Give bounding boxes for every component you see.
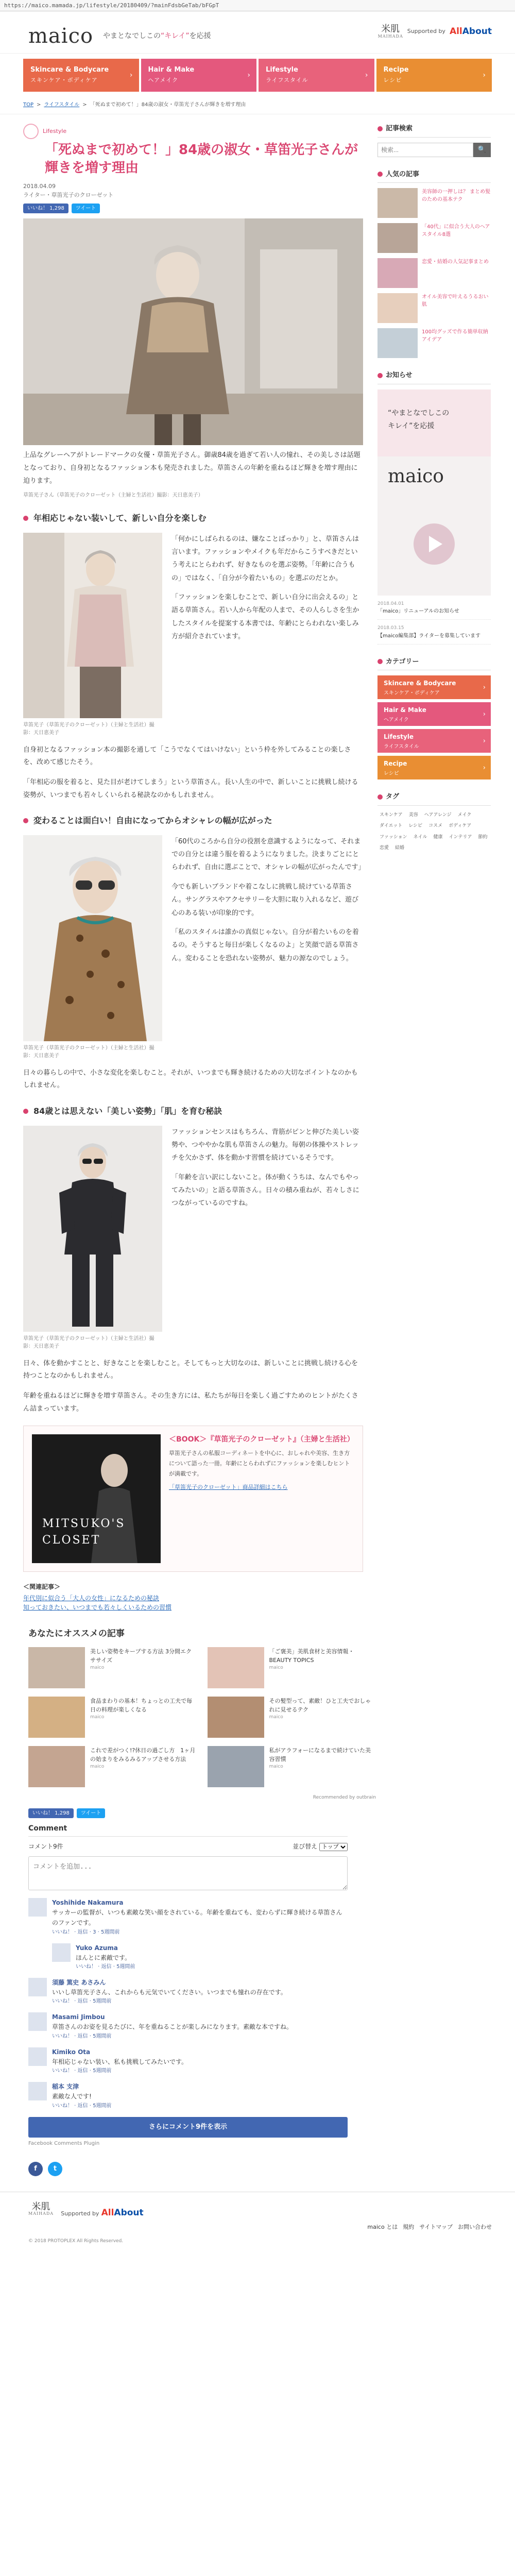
heading-bullet-icon (377, 126, 383, 131)
portrait-image (23, 218, 363, 445)
category-label-en: Skincare & Bodycare (384, 680, 456, 687)
allabout-a: All (449, 26, 462, 37)
comment-body (52, 2047, 187, 2075)
comments-section (0, 1801, 376, 2147)
comment-item (28, 2012, 348, 2040)
footer-link[interactable]: maico とは (367, 2223, 398, 2230)
category-button[interactable] (377, 702, 491, 726)
tag-link[interactable]: 美容 (408, 812, 418, 818)
ranking-item[interactable] (377, 328, 491, 358)
promo-line1: “やまとなでしこの (388, 409, 450, 417)
tweet-button[interactable]: ツイート (72, 204, 100, 213)
recommend-title: あなたにオススメの記事 (28, 1629, 125, 1639)
facebook-like-button[interactable]: いいね！ 1,298 (28, 1808, 74, 1818)
category-box (377, 657, 491, 780)
recommend-thumbnail (28, 1647, 85, 1688)
portrait-image (23, 1126, 162, 1332)
site-tagline (103, 31, 211, 42)
category-label-en: Hair & Make (384, 706, 426, 714)
tag-link[interactable]: ダイエット (380, 823, 403, 828)
chevron-right-icon: › (483, 764, 486, 772)
promo-line2: キレイ”を応援 (388, 421, 435, 430)
ranking-thumbnail (377, 328, 418, 358)
comments-header (28, 1842, 348, 1851)
recommend-body (269, 1647, 376, 1688)
tag-link[interactable]: 結婚 (395, 845, 405, 851)
recommend-source: maico (90, 1714, 105, 1720)
intro-text: 上品なグレーヘアがトレードマークの女優・草笛光子さん。御歳84歳を過ぎて若い人の憧れ、その美しさは話題となっており、自身初となるファッション本も発売されました。草笛さんの年齢を重ねるほど輝きを増す理由に迫ります。 (23, 451, 360, 485)
chevron-right-icon: › (483, 710, 486, 718)
comment-author[interactable]: Masami Jimbou (52, 2013, 105, 2021)
search-form (377, 143, 491, 157)
nav-hair-make[interactable] (141, 59, 257, 92)
section-2-paragraph: 今でも新しいブランドや着こなしに挑戦し続けている草笛さん。サングラスやアクセサリーを大胆に取り入れるなど、遊び心のある装いが印象的です。 (171, 883, 359, 917)
recommend-body (90, 1647, 197, 1688)
portrait-image (23, 835, 162, 1041)
global-nav (0, 54, 515, 99)
heading-bullet-icon (377, 373, 383, 378)
ranking-text: オイル美容で叶えるうるおい肌 (422, 294, 489, 308)
chevron-right-icon: › (483, 684, 486, 691)
news-heading (377, 370, 491, 384)
outbrain-credit[interactable]: Recommended by outbrain (313, 1794, 376, 1800)
recommend-thumbnail (208, 1746, 264, 1787)
ranking-thumbnail (377, 188, 418, 218)
recommend-body (90, 1697, 197, 1738)
sort-select[interactable] (319, 1843, 348, 1851)
facebook-like-button[interactable]: いいね！ 1,298 (23, 204, 68, 213)
nav-label-jp: ライフスタイル (266, 76, 308, 83)
tagline-accent: “キレイ” (161, 32, 190, 40)
avatar[interactable] (28, 2012, 47, 2031)
news-item[interactable] (377, 601, 491, 620)
avatar[interactable] (28, 2047, 47, 2066)
tag-link[interactable]: ネイル (413, 834, 427, 840)
section-2-paragraph: 「私のスタイルは誰かの真似じゃない。自分が着たいものを着るの。そうすると毎日が楽しくなるのよ」と笑顔で語る草笛さん。変わることを恐れない姿勢が、魅力の源なのでしょう。 (171, 928, 359, 962)
recommend-item[interactable] (28, 1746, 197, 1787)
nav-recipe[interactable] (376, 59, 492, 92)
comment-body (76, 1943, 135, 1971)
footer-maihada-logo[interactable] (28, 2202, 54, 2216)
book-description: 草笛光子さんの私服コーディネートを中心に、おしゃれや美容、生き方について語った一冊。年齢にとらわれずにファッションを楽しむヒントが満載です。 (169, 1450, 350, 1477)
recommend-source: maico (269, 1665, 283, 1670)
recommend-item[interactable] (208, 1697, 376, 1738)
copyright: © 2018 PROTOPLEX All Rights Reserved. (28, 2239, 124, 2244)
promo-image (377, 389, 491, 596)
comment-body (52, 2012, 293, 2040)
heading-bullet-icon (377, 172, 383, 177)
section-3-paragraph: ファッションセンスはもちろん、背筋がピンと伸びた美しい姿勢や、つややかな肌も草笛さんの魅力。毎朝の体操やストレッチを欠かさず、体を動かす習慣を続けているそうです。 (171, 1128, 359, 1162)
comment-author[interactable]: Kimiko Ota (52, 2048, 91, 2056)
ranking-list (377, 188, 491, 358)
share-row-top (23, 204, 363, 213)
ranking-box (377, 170, 491, 359)
recommend-text: 「ご褒美」美肌食材と美容情報・BEAUTY TOPICS (269, 1648, 354, 1664)
comment-text: ほんとに素敵です。 (76, 1954, 131, 1961)
nav-skincare[interactable] (23, 59, 139, 92)
section-heading-1 (23, 513, 363, 524)
tag-link[interactable]: ヘアアレンジ (424, 812, 452, 818)
section-2-caption: 草笛光子（草笛光子のクローゼット）（主婦と生活社）撮影：天日恵美子 (23, 1045, 154, 1059)
heading-bullet-icon (377, 794, 383, 800)
main-photo (23, 218, 363, 445)
news-title: お知らせ (386, 371, 413, 379)
tag-link[interactable]: メイク (457, 812, 472, 818)
tweet-button[interactable]: ツイート (77, 1808, 106, 1818)
related-articles (23, 1582, 363, 1612)
section-heading-2 (23, 815, 363, 826)
book-cover[interactable] (32, 1434, 161, 1563)
comment-body (52, 1898, 348, 1936)
maihada-logo[interactable] (378, 25, 403, 39)
book-cover-image (32, 1434, 161, 1563)
section-1-paragraph: 「何かにしばられるのは、嫌なことばっかり」と、草笛さんは言います。ファッションやメイクも年だからこうすべきだという考えにとらわれず、好きなものを選ぶ姿勢。「年齢に合うもの」ではなく、「自分が今着たいもの」を選ぶのだとか。 (171, 535, 359, 582)
search-icon[interactable]: 🔍 (473, 143, 491, 157)
avatar[interactable] (28, 2082, 47, 2100)
recommend-text: 食品まわりの基本！ちょっとの工夫で毎日の料理が楽しくなる (90, 1697, 192, 1713)
recommend-grid (28, 1647, 376, 1787)
comment-body (52, 2082, 111, 2109)
ranking-thumbnail (377, 223, 418, 253)
main-photo-credit: 草笛光子さん（草笛光子のクローゼット（主婦と生活社）撮影：天日恵美子） (23, 493, 203, 499)
section-2-paragraph: 「60代のころから自分の役割を意識するようになって、それまでの自分とは違う服を着るようになりました。決まりごとにとらわれず、自由に選ぶことで、オシャレの幅が広がったんです」 (171, 837, 365, 872)
ranking-thumbnail (377, 258, 418, 288)
article-date: 2018.04.09 (23, 183, 56, 190)
portrait-image (23, 533, 162, 718)
ranking-item[interactable] (377, 223, 491, 253)
tag-link[interactable]: ボディケア (449, 823, 472, 828)
chevron-right-icon: › (247, 71, 250, 79)
section-1-text (171, 533, 363, 737)
section-2-figure (23, 835, 162, 1060)
comment-actions[interactable]: いいね！ · 返信 · 5週間前 (52, 2103, 112, 2109)
comment-list (28, 1898, 348, 2110)
comments-title: Comment (28, 1823, 348, 1837)
search-input[interactable] (377, 143, 473, 157)
avatar[interactable] (28, 1978, 47, 1996)
article-meta (23, 182, 363, 199)
footer-link[interactable]: サイトマップ (419, 2223, 453, 2230)
recommend-text: 美しい姿勢をキープする方法 3分間エクササイズ (90, 1648, 192, 1664)
avatar[interactable] (28, 1898, 47, 1917)
section-3-figure (23, 1126, 162, 1350)
heading-bullet-icon (23, 1109, 28, 1114)
book-cover-line2: CLOSET (42, 1534, 101, 1547)
sort-label: 並び替え (293, 1843, 318, 1851)
book-info (169, 1434, 354, 1563)
facebook-icon[interactable]: f (28, 2162, 43, 2176)
supported-by: Supported by (407, 28, 445, 35)
comment-item (28, 1978, 348, 2005)
tag-link[interactable]: ファッション (380, 834, 407, 840)
news-text: 「maico」リニューアルのお知らせ (377, 608, 459, 614)
recommend-source: maico (269, 1714, 283, 1720)
news-text: 【maico編集部】ライターを募集しています (377, 633, 480, 639)
tagline-pre: やまとなでしこの (103, 32, 161, 40)
section-1-photo (23, 533, 162, 718)
recommend-text: これで差がつく!?休日の過ごし方 1ヶ月の始まりをみるみるアップさせる方法 (90, 1747, 196, 1762)
recommend-body (269, 1697, 376, 1738)
news-item[interactable] (377, 625, 491, 645)
tag-link[interactable]: 恋愛 (380, 845, 389, 851)
sponsor-block (378, 25, 492, 39)
section-1-figure (23, 533, 162, 737)
section-1-after2: 「年相応の服を着ると、見た目が老けてしまう」という草笛さん。長い人生の中で、新しいことに挑戦し続ける姿勢が、いつまでも若々しくいられる秘訣なのかもしれません。 (23, 778, 358, 799)
heading-bullet-icon (23, 818, 28, 823)
section-1-caption: 草笛光子（草笛光子のクローゼット）（主婦と生活社）撮影：天日恵美子 (23, 722, 154, 736)
nav-label-en: Lifestyle (266, 66, 298, 74)
category-label-jp: ライフスタイル (384, 744, 419, 750)
allabout-b: About (114, 2207, 144, 2218)
book-detail-link[interactable]: 「草笛光子のクローゼット」商品詳細はこちら (169, 1483, 288, 1490)
category-list (377, 675, 491, 779)
heading-text: 変わることは面白い！自由になってからオシャレの幅が広がった (33, 816, 272, 826)
nav-lifestyle[interactable] (259, 59, 374, 92)
ranking-text: 100均グッズで作る簡単収納アイデア (422, 329, 488, 343)
book-cover-line1: MITSUKO'S (42, 1517, 126, 1531)
article-title: 「死ぬまで初めて！」84歳の淑女・草笛光子さんが輝きを増す理由 (45, 142, 358, 176)
recommend-thumbnail (28, 1746, 85, 1787)
recommend-source: maico (90, 1665, 105, 1670)
tags-title: タグ (386, 793, 400, 801)
nav-label-jp: ヘアメイク (148, 76, 179, 83)
section-3-text (171, 1126, 363, 1350)
tags-heading (377, 792, 491, 806)
footer-allabout-logo[interactable] (101, 2207, 144, 2217)
ranking-text: 「40代」に似合う大人のヘアスタイル8選 (422, 224, 490, 238)
category-label-en: Recipe (384, 760, 407, 767)
section-2-text (171, 835, 363, 1060)
comment-text: サッカーの監督が、いつも素敵な笑い顔をされている。年齢を重ねても、変わらずに輝き続ける草笛さんのファンです。 (52, 1908, 342, 1927)
article-author: ライター・草笛光子のクローゼット (23, 191, 114, 198)
avatar[interactable] (52, 1943, 71, 1962)
recommend-item[interactable] (28, 1697, 197, 1738)
tag-link[interactable]: 健康 (433, 834, 443, 840)
recommend-body (269, 1746, 376, 1787)
breadcrumb-sep: > (37, 102, 41, 108)
share-row-bottom (28, 1808, 348, 1818)
article-main (23, 124, 363, 1612)
comment-text: 素敵な人です! (52, 2093, 92, 2100)
category-title: カテゴリー (386, 657, 419, 666)
category-label-jp: ヘアメイク (384, 717, 409, 723)
category-name: Lifestyle (43, 127, 67, 134)
tag-list (377, 811, 491, 853)
heading-text: 84歳とは思えない「美しい姿勢」「肌」を育む秘訣 (33, 1106, 222, 1116)
tag-link[interactable]: 節約 (478, 834, 488, 840)
category-label-jp: レシピ (384, 771, 399, 776)
comment-actions[interactable]: いいね！ · 返信 · 5週間前 (52, 2033, 112, 2039)
section-1-body (23, 533, 363, 737)
tag-link[interactable]: コスメ (428, 823, 443, 828)
nav-label-en: Skincare & Bodycare (30, 66, 109, 74)
comment-text: 年相応じゃない装い、私も挑戦してみたいです。 (52, 2058, 188, 2065)
tags-box (377, 792, 491, 853)
nav-label-jp: レシピ (383, 76, 402, 83)
chevron-right-icon: › (129, 71, 133, 79)
recommend-source: maico (90, 1764, 105, 1769)
ranking-item[interactable] (377, 188, 491, 218)
book-title: ＜BOOK＞『草笛光子のクローゼット』（主婦と生活社） (169, 1435, 354, 1444)
nav-label-jp: スキンケア・ボディケア (30, 76, 98, 83)
comment-author[interactable]: 稲本 支津 (52, 2083, 79, 2091)
recommend-item[interactable] (208, 1746, 376, 1787)
comment-text: いいし草笛光子さん、これからも元気でいてください。いつまでも憧れの存在です。 (52, 1988, 287, 1996)
promo-logo: maico (388, 465, 444, 487)
news-box (377, 370, 491, 645)
address-bar[interactable]: https://maico.mamada.jp/lifestyle/20180409/?mainFdsbGeTab/bFGpT (0, 0, 515, 11)
related-link[interactable]: 年代別に似合う「大人の女性」になるための秘訣 (23, 1595, 160, 1602)
section-2-after: 日々の暮らしの中で、小さな変化を楽しむこと。それが、いつまでも輝き続けるための大切なポイントなのかもしれません。 (23, 1069, 358, 1090)
breadcrumb-current: 「死ぬまで初めて！」84歳の淑女・草笛光子さんが輝きを増す理由 (90, 102, 246, 108)
ranking-thumbnail (377, 293, 418, 323)
site-header (0, 11, 515, 54)
ranking-item[interactable] (377, 258, 491, 288)
section-2-body (23, 835, 363, 1060)
allabout-logo[interactable] (450, 25, 492, 39)
tag-link[interactable]: レシピ (408, 823, 423, 828)
category-label[interactable] (23, 124, 363, 139)
comment-body (52, 1978, 287, 2005)
facebook-plugin-label[interactable]: Facebook Comments Plugin (28, 2140, 100, 2146)
category-button[interactable] (377, 729, 491, 753)
section-3-after: 日々、体を動かすことと、好きなことを楽しむこと。そしてもっと大切なのは、新しいことに挑戦し続ける心を持つことなのかもしれません。 (23, 1359, 358, 1380)
heading-text: 年相応じゃない装いして、新しい自分を楽しむ (33, 513, 207, 523)
comment-actions[interactable]: いいね！ · 返信 · 3 · 5週間前 (52, 1929, 120, 1935)
related-heading: ＜関連記事＞ (23, 1583, 61, 1591)
comment-author[interactable]: Yoshihide Nakamura (52, 1899, 124, 1906)
comment-item (28, 1898, 348, 1936)
recommended-articles (0, 1612, 376, 1801)
category-label-en: Lifestyle (384, 733, 414, 740)
tagline-post: を応援 (189, 32, 211, 40)
comment-text: 草笛さんのお姿を見るたびに、年を重ねることが楽しみになります。素敵な本ですね。 (52, 2023, 293, 2031)
search-heading (377, 124, 491, 138)
category-button[interactable] (377, 675, 491, 699)
content-wrap (0, 114, 515, 1612)
comment-item (28, 2082, 348, 2109)
recommend-thumbnail (208, 1647, 264, 1688)
nav-label-en: Recipe (383, 66, 409, 74)
sidebar (377, 124, 491, 1612)
footer-link[interactable]: お問い合わせ (458, 2223, 492, 2230)
section-3-caption: 草笛光子（草笛光子のクローゼット）（主婦と生活社）撮影：天日恵美子 (23, 1335, 154, 1349)
maihada-name: 米肌 (381, 24, 400, 35)
footer-supported-by: Supported by (61, 2210, 99, 2217)
recommend-item[interactable] (208, 1647, 376, 1688)
comment-item (52, 1943, 348, 1971)
category-heading (377, 657, 491, 671)
footer-link[interactable]: 規約 (403, 2223, 415, 2230)
ranking-item[interactable] (377, 293, 491, 323)
site-footer (0, 2192, 515, 2249)
comment-author[interactable]: Yuko Azuma (76, 1944, 118, 1952)
maihada-sub: MAIHADA (377, 33, 403, 39)
footer-brand-sub: MAIHADA (28, 2211, 54, 2216)
heading-bullet-icon (23, 516, 28, 521)
comment-actions[interactable]: いいね！ · 返信 · 5週間前 (76, 1963, 135, 1970)
maico-promo-banner[interactable] (377, 389, 491, 596)
heading-bullet-icon (377, 659, 383, 664)
comment-author[interactable]: 須藤 篤史 あさみん (52, 1978, 106, 1986)
ranking-text: 恋愛・結婚の人気記事まとめ (422, 259, 489, 265)
social-follow (0, 2157, 515, 2192)
footer-links (367, 2223, 492, 2232)
twitter-icon[interactable]: t (48, 2162, 62, 2176)
ranking-title: 人気の記事 (386, 170, 420, 178)
section-heading-3 (23, 1106, 363, 1117)
recommend-item[interactable] (28, 1647, 197, 1688)
section-3-body (23, 1126, 363, 1350)
news-date: 2018.03.15 (377, 625, 404, 631)
category-icon (23, 124, 39, 139)
section-1-after: 自身初となるファッション本の撮影を通して「こうでなくてはいけない」という枠を外してみることの楽しさを、改めて感じたそう。 (23, 745, 351, 767)
site-logo[interactable]: maico (28, 24, 94, 48)
breadcrumb-lifestyle[interactable]: ライフスタイル (44, 102, 80, 108)
recommend-body (90, 1746, 197, 1787)
allabout-a: All (101, 2207, 114, 2218)
related-link[interactable]: 知っておきたい、いつまでも若々しくいるための習慣 (23, 1604, 172, 1612)
comment-item (28, 2047, 348, 2075)
comment-count: コメント9件 (28, 1843, 63, 1851)
recommend-thumbnail (208, 1697, 264, 1738)
ranking-heading (377, 170, 491, 183)
chevron-right-icon: › (483, 737, 486, 745)
section-3-photo (23, 1126, 162, 1332)
breadcrumb (0, 99, 515, 114)
breadcrumb-top[interactable]: TOP (23, 102, 34, 108)
chevron-right-icon: › (483, 71, 486, 79)
load-more-comments-button[interactable]: さらにコメント9件を表示 (28, 2117, 348, 2138)
section-3-after2: 年齢を重ねるほどに輝きを増す草笛さん。その生き方には、私たちが毎日を楽しく過ごすためのヒントがたくさん詰まっています。 (23, 1392, 358, 1413)
tag-link[interactable]: スキンケア (380, 812, 403, 818)
recommend-text: 私がアラフォーになるまで続けていた美容習慣 (269, 1747, 371, 1762)
recommend-text: その髪型って、素敵！ひと工夫でおしゃれに見せるテク (269, 1697, 371, 1713)
section-3-paragraph: 「年齢を言い訳にしないこと。体が動くうちは、なんでもやってみたいの」と語る草笛さん。日々の積み重ねが、若々しさにつながっているのですね。 (171, 1173, 359, 1208)
breadcrumb-sep: > (82, 102, 87, 108)
sort-control (293, 1842, 348, 1851)
category-button[interactable] (377, 756, 491, 779)
comment-actions[interactable]: いいね！ · 返信 · 5週間前 (52, 2068, 112, 2074)
comment-input[interactable] (28, 1856, 348, 1890)
section-2-photo (23, 835, 162, 1041)
comment-actions[interactable]: いいね！ · 返信 · 5週間前 (52, 1998, 112, 2005)
search-title: 記事検索 (386, 125, 413, 132)
section-1-paragraph: 「ファッションを楽しむことで、新しい自分に出会えるの」と語る草笛さん。若い人から年配の人まで、その人らしさを生かしたスタイルを提案する本書では、年齢にとらわれない楽しみ方が紹介されています。 (171, 594, 359, 641)
footer-brand: 米肌 (31, 2201, 50, 2212)
category-label-jp: スキンケア・ボディケア (384, 690, 440, 696)
chevron-right-icon: › (365, 71, 368, 79)
tag-link[interactable]: インテリア (449, 834, 472, 840)
ranking-text: 美容師の一押しは？ まとめ髪のための基本テク (422, 189, 491, 202)
search-box (377, 124, 491, 157)
book-promo (23, 1426, 363, 1572)
allabout-b: About (462, 26, 492, 37)
recommend-source: maico (269, 1764, 283, 1769)
news-list (377, 601, 491, 645)
news-date: 2018.04.01 (377, 601, 404, 606)
nav-label-en: Hair & Make (148, 66, 195, 74)
recommend-thumbnail (28, 1697, 85, 1738)
